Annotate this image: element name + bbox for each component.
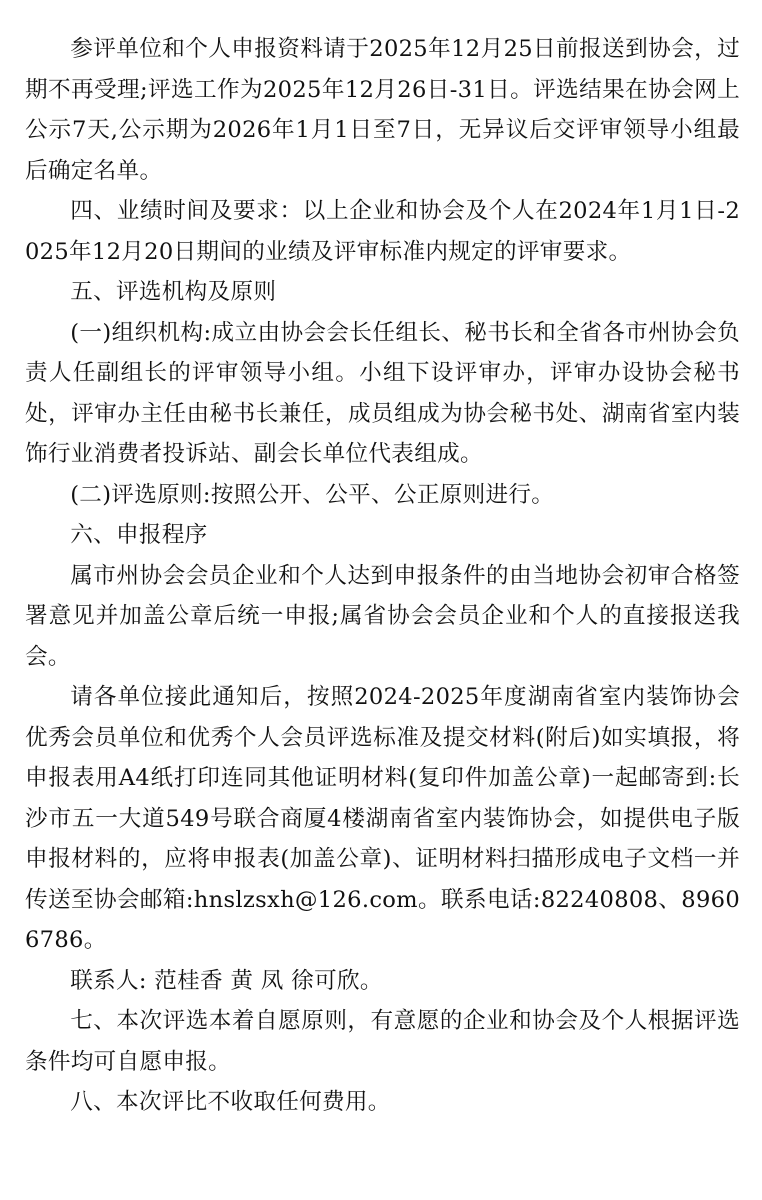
heading-text: 六、申报程序 xyxy=(70,522,208,548)
paragraph-text: 八、本次评比不收取任何费用。 xyxy=(70,1089,391,1115)
paragraph-text: 联系人: 范桂香 黄 凤 徐可欣。 xyxy=(70,967,383,994)
paragraph-text: 参评单位和个人申报资料请于2025年12月25日前报送到协会，过期不再受理;评选工作为2025年12月26日-31日。评选结果在协会网上公示7天,公示期为2026年1月1日至7日，无异议后交评审领导小组最后确定名单。 xyxy=(25,36,740,184)
paragraph-text: 四、业绩时间及要求：以上企业和协会及个人在2024年1月1日-2025年12月20日期间的业绩及评审标准内规定的评审要求。 xyxy=(25,198,740,265)
paragraph-text: (二)评选原则:按照公开、公平、公正原则进行。 xyxy=(70,481,555,508)
paragraph-section-7 xyxy=(25,1001,740,1082)
paragraph-deadline xyxy=(25,29,740,191)
heading-section-6 xyxy=(25,515,740,556)
paragraph-section-4 xyxy=(25,191,740,272)
paragraph-section-8 xyxy=(25,1082,740,1123)
paragraph-text: (一)组织机构:成立由协会会长任组长、秘书长和全省各市州协会负责人任副组长的评审领导小组。小组下设评审办，评审办设协会秘书处，评审办主任由秘书长兼任，成员组成为协会秘书处、湖南省室内装饰行业消费者投诉站、副会长单位代表组成。 xyxy=(25,319,740,467)
paragraph-section-6-2 xyxy=(25,677,740,961)
paragraph-text: 七、本次评选本着自愿原则，有意愿的企业和协会及个人根据评选条件均可自愿申报。 xyxy=(25,1008,740,1075)
paragraph-section-6-1 xyxy=(25,556,740,678)
paragraph-contacts xyxy=(25,961,740,1002)
paragraph-section-5-1 xyxy=(25,313,740,475)
paragraph-text: 请各单位接此通知后，按照2024-2025年度湖南省室内装饰协会优秀会员单位和优秀个人会员评选标准及提交材料(附后)如实填报，将申报表用A4纸打印连同其他证明材料(复印件加盖公章)一起邮寄到:长沙市五一大道549号联合商厦4楼湖南省室内装饰协会，如提供电子版申报材料的，应将申报表(加盖公章)、证明材料扫描形成电子文档一并传送至协会邮箱:hnslzsxh@126.com。联系电话:82240808、89606786。 xyxy=(25,684,740,953)
paragraph-text: 属市州协会会员企业和个人达到申报条件的由当地协会初审合格签署意见并加盖公章后统一申报;属省协会会员企业和个人的直接报送我会。 xyxy=(25,562,740,670)
heading-section-5 xyxy=(25,272,740,313)
heading-text: 五、评选机构及原则 xyxy=(70,279,277,305)
paragraph-section-5-2 xyxy=(25,475,740,516)
